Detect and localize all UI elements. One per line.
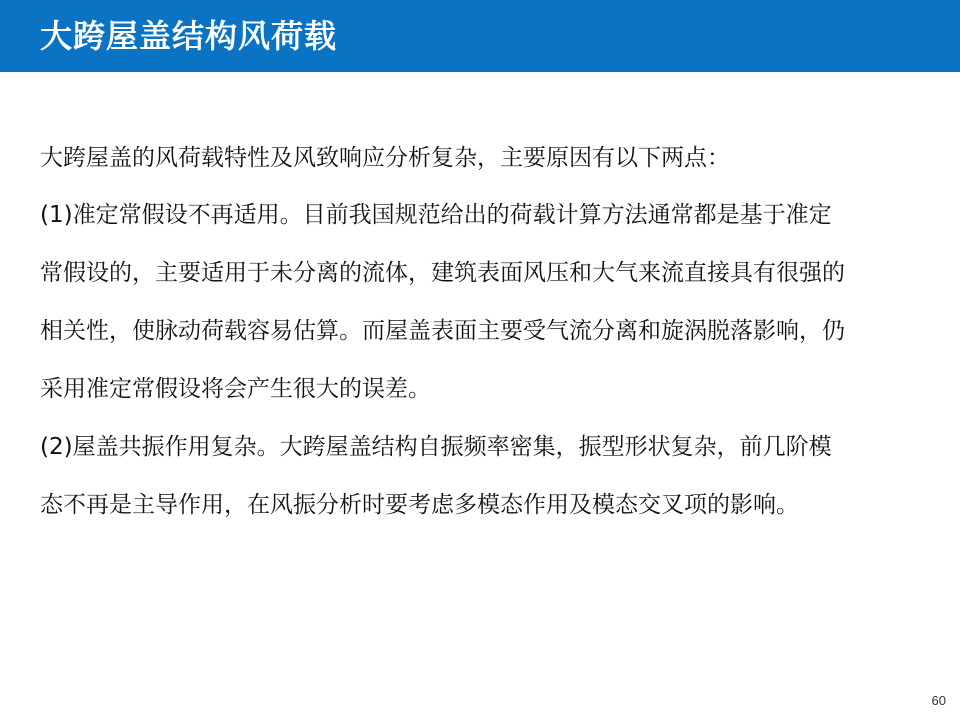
point-2-line-2: 态不再是主导作用，在风振分析时要考虑多模态作用及模态交叉项的影响。 (40, 492, 799, 518)
title-bar (0, 0, 960, 72)
point-1-line-2: 常假设的，主要适用于未分离的流体，建筑表面风压和大气来流直接具有很强的 (40, 260, 845, 286)
point-1 (40, 186, 900, 418)
point-1-line-1: (1)准定常假设不再适用。目前我国规范给出的荷载计算方法通常都是基于准定 (40, 202, 832, 228)
point-1-line-4: 采用准定常假设将会产生很大的误差。 (40, 376, 431, 402)
point-1-line-3: 相关性，使脉动荷载容易估算。而屋盖表面主要受气流分离和旋涡脱落影响，仍 (40, 318, 845, 344)
slide-content (40, 130, 900, 534)
point-2 (40, 418, 900, 534)
point-2-line-1: (2)屋盖共振作用复杂。大跨屋盖结构自振频率密集，振型形状复杂，前几阶模 (40, 434, 832, 460)
slide-title: 大跨屋盖结构风荷载 (40, 17, 338, 55)
page-number: 60 (931, 693, 946, 708)
intro-paragraph: 大跨屋盖的风荷载特性及风致响应分析复杂，主要原因有以下两点： (40, 145, 730, 171)
